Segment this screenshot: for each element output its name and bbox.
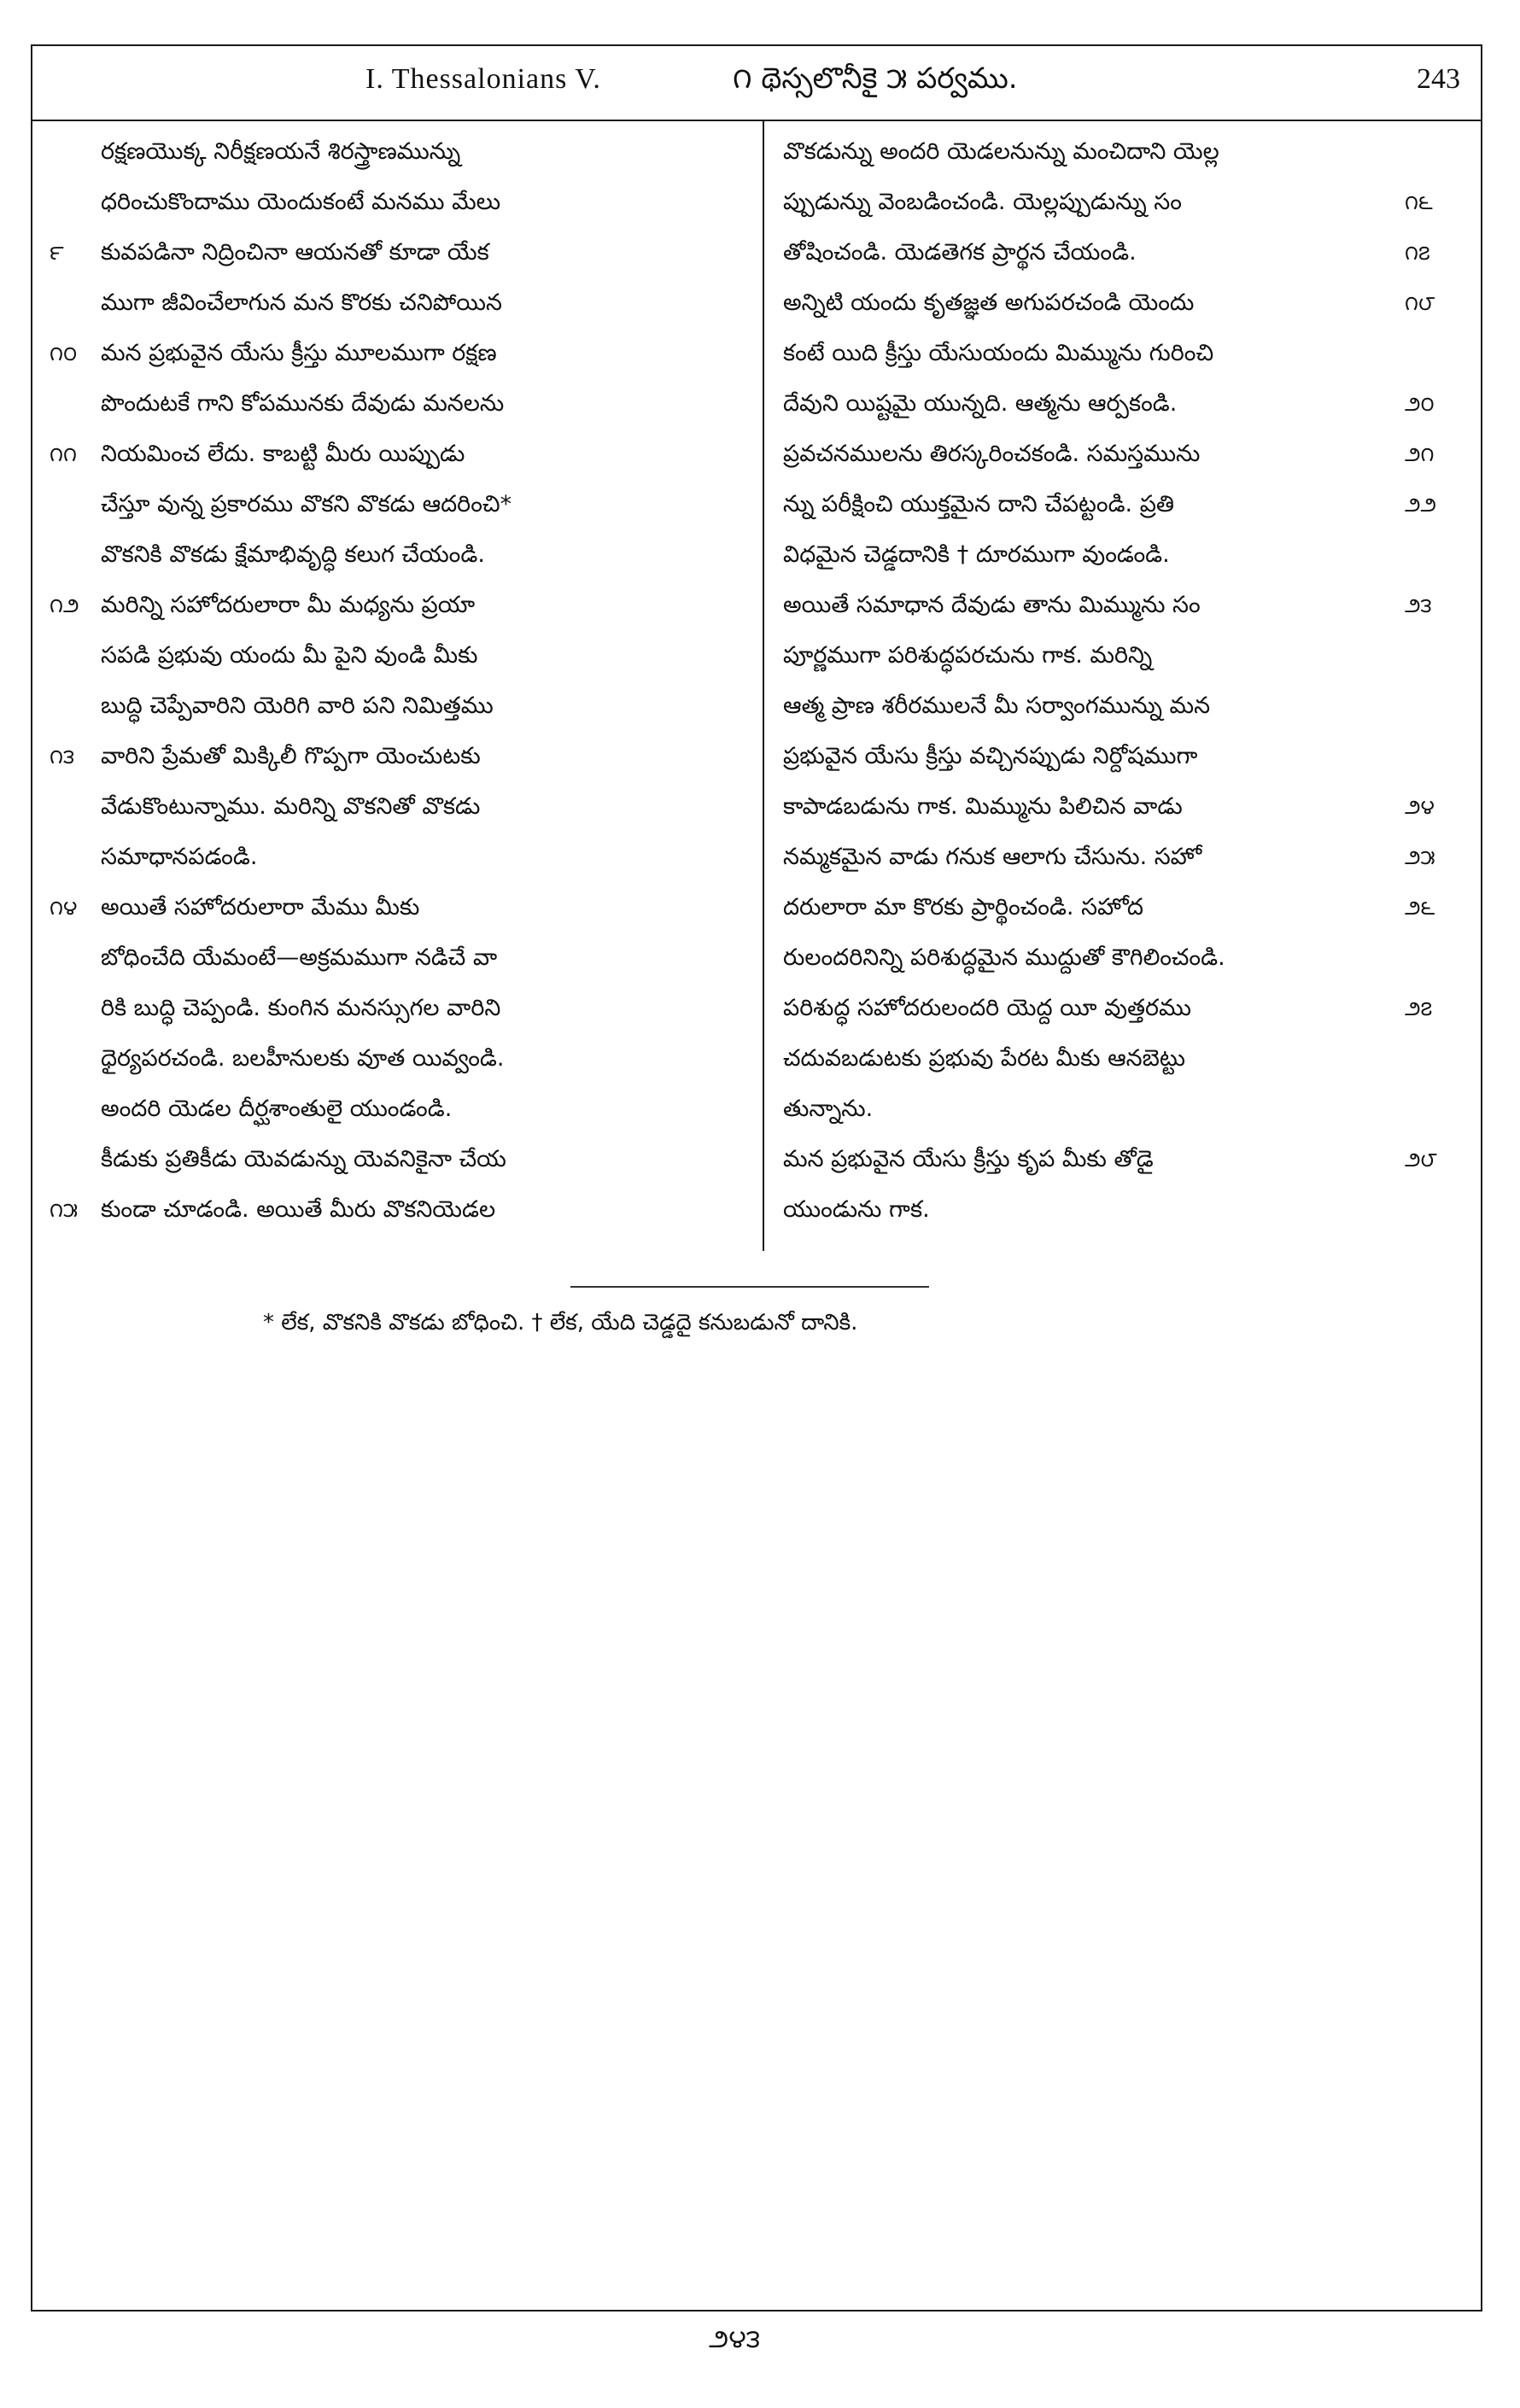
verse-number — [1405, 126, 1473, 178]
verse-number — [50, 832, 101, 883]
text-line: నియమించ లేదు. కాబట్టి మీరు యిప్పుడు — [101, 441, 465, 467]
verse-number: ౨౮ — [1405, 1148, 1437, 1172]
verse-number — [50, 126, 101, 178]
footnote-rule — [570, 1286, 929, 1288]
verse-number: ౧౧ — [50, 442, 77, 466]
verse-number: ౨౭ — [1405, 997, 1433, 1020]
text-line: కీడుకు ప్రతికీడు యెవడున్ను యెవనికైనా చేయ — [101, 1146, 506, 1172]
verse-number: ౧౦ — [50, 342, 78, 365]
text-line: వొకనికి వొకడు క్షేమాభివృద్ధి కలుగ చేయండి. — [101, 541, 485, 568]
verse-number — [50, 781, 101, 833]
right-column — [764, 120, 1484, 1251]
text-line: నమ్మకమైన వాడు గనుక ఆలాగు చేసును. సహో — [783, 844, 1202, 870]
text-line: కుండా చూడండి. అయితే మీరు వొకనియెడల — [101, 1196, 496, 1223]
text-line: విధమైన చెడ్డదానికి † దూరముగా వుండండి. — [783, 541, 1170, 568]
text-line: అయితే సహోదరులారా మేము మీకు — [101, 894, 420, 921]
text-line: సపడి ప్రభువు యందు మీ పైని వుండి మీకు — [101, 642, 478, 669]
verse-number — [50, 1134, 101, 1185]
text-line: పొందుటకే గాని కోపమునకు దేవుడు మనలను — [101, 390, 505, 417]
verse-number — [50, 1033, 101, 1084]
verse-number: ౨౬ — [1405, 896, 1435, 920]
text-line: అన్నిటి యందు కృతజ్ఞత అగుపరచండి యెందు — [783, 289, 1195, 316]
verse-number — [50, 630, 101, 681]
verse-number — [1405, 529, 1473, 581]
text-line: వేడుకొంటున్నాము. మరిన్ని వొకనితో వొకడు — [101, 793, 481, 820]
verse-number: ౧౭ — [1405, 241, 1430, 265]
text-line: చేస్తూ వున్న ప్రకారము వొకని వొకడు ఆదరించి* — [101, 491, 512, 517]
verse-number: ౨౪ — [1405, 795, 1435, 819]
text-line: న్ను పరీక్షించి యుక్తమైన దాని చేపట్టండి. ప్రతి — [783, 491, 1175, 517]
verse-number: ౧౫ — [50, 1198, 79, 1222]
verse-number — [1405, 1084, 1473, 1135]
footnotes: * లేక, వొకనికి వొకడు బోధించి. † లేక, యేది చెడ్డదై కనుబడునో దానికి. — [263, 1310, 858, 1336]
verse-number — [50, 378, 101, 430]
verse-number — [1405, 681, 1473, 732]
text-line: ధైర్యపరచండి. బలహీనులకు వూత యివ్వండి. — [101, 1045, 505, 1072]
verse-number — [50, 479, 101, 530]
verse-number — [1405, 1184, 1473, 1236]
bottom-page-number: ౨౪౩ — [709, 2324, 761, 2354]
text-line: ఆత్మ ప్రాణ శరీరములనే మీ సర్వాంగమున్ను మన — [783, 693, 1211, 719]
text-line: బుద్ధి చెప్పేవారిని యెరిగి వారి పని నిమిత్తము — [101, 693, 494, 719]
text-line: మన ప్రభువైన యేసు క్రీస్తు కృప మీకు తోడై — [783, 1146, 1154, 1172]
text-line: కంటే యిది క్రీస్తు యేసుయందు మిమ్మును గురించి — [783, 340, 1214, 366]
verse-number: ౧౪ — [50, 896, 78, 920]
verse-number — [1405, 1033, 1473, 1084]
text-line: వారిని ప్రేమతో మిక్కిలీ గొప్పగా యెంచుటకు — [101, 743, 481, 769]
verse-number: ౯ — [50, 241, 64, 265]
text-line: దేవుని యిష్టమై యున్నది. ఆత్మను ఆర్పకండి. — [783, 390, 1178, 417]
text-line: ప్రభువైన యేసు క్రీస్తు వచ్చినప్పుడు నిర్దోషముగా — [783, 743, 1198, 769]
text-line: మరిన్ని సహోదరులారా మీ మధ్యను ప్రయా — [101, 592, 476, 618]
text-line: మన ప్రభువైన యేసు క్రీస్తు మూలముగా రక్షణ — [101, 340, 497, 366]
verse-number: ౧౮ — [1405, 291, 1435, 315]
left-column — [32, 120, 763, 1251]
verse-number — [50, 1084, 101, 1135]
verse-number: ౨౫ — [1405, 845, 1435, 869]
text-line: దరులారా మా కొరకు ప్రార్థించండి. సహోద — [783, 894, 1143, 921]
text-line: సమాధానపడండి. — [101, 844, 258, 870]
text-line: అయితే సమాధాన దేవుడు తాను మిమ్మును సం — [783, 592, 1201, 618]
verse-number — [50, 529, 101, 581]
verse-number — [50, 681, 101, 732]
text-line: కాపాడబడును గాక. మిమ్మును పిలిచిన వాడు — [783, 793, 1183, 820]
verse-number: ౨౨ — [1405, 493, 1437, 517]
text-line: ప్పుడున్ను వెంబడించండి. యెల్లప్పుడున్ను సం — [783, 189, 1182, 215]
text-line: చదువబడుటకు ప్రభువు పేరట మీకు ఆనబెట్టు — [783, 1045, 1186, 1072]
text-line: పూర్ణముగా పరిశుద్ధపరచును గాక. మరిన్ని — [783, 642, 1153, 669]
verse-number — [50, 278, 101, 329]
text-line: బోధించేది యేమంటే—అక్రమముగా నడిచే వా — [101, 944, 498, 971]
verse-number: ౧౩ — [50, 745, 75, 769]
text-line: పరిశుద్ధ సహోదరులందరి యెద్ద యీ వుత్తరము — [783, 995, 1191, 1021]
verse-number — [50, 983, 101, 1034]
verse-number — [50, 177, 101, 228]
running-header — [32, 46, 1481, 121]
verse-number — [1405, 731, 1473, 782]
text-line: రులందరినిన్ని పరిశుద్ధమైన ముద్దుతో కౌగిలించండి. — [783, 944, 1225, 971]
page-frame — [31, 44, 1482, 2312]
text-line: ధరించుకొందాము యెందుకంటే మనము మేలు — [101, 189, 501, 215]
verse-number: ౨౩ — [1405, 593, 1432, 617]
page-number: 243 — [1417, 63, 1460, 95]
verse-number: ౨౦ — [1405, 392, 1435, 416]
text-line: తోషించండి. యెడతెగక ప్రార్థన చేయండి. — [783, 239, 1137, 266]
text-line: ప్రవచనములను తిరస్కరించకండి. సమస్తమును — [783, 441, 1201, 467]
text-line: రక్షణయొక్క నిరీక్షణయనే శిరస్త్రాణమున్ను — [101, 138, 461, 165]
text-line: రికి బుద్ధి చెప్పండి. కుంగిన మనస్సుగల వారిని — [101, 995, 501, 1021]
verse-number: ౧౨ — [50, 593, 79, 617]
text-line: కువపడినా నిద్రించినా ఆయనతో కూడా యేక — [101, 239, 489, 266]
verse-number: ౧౬ — [1405, 190, 1433, 214]
text-line: ముగా జీవించేలాగున మన కొరకు చనిపోయిన — [101, 289, 502, 316]
verse-number — [1405, 932, 1473, 984]
text-line: తున్నాను. — [783, 1096, 874, 1122]
text-line: అందరి యెడల దీర్ఘశాంతులై యుండండి. — [101, 1096, 453, 1122]
book-title-english: I. Thessalonians V. — [365, 63, 601, 95]
verse-number: ౨౧ — [1405, 442, 1435, 466]
verse-number — [1405, 630, 1473, 681]
verse-number — [1405, 328, 1473, 379]
text-line: వొకడున్ను అందరి యెడలనున్ను మంచిదాని యెల్ల — [783, 138, 1219, 165]
book-title-telugu: ౧ థెస్సలొనీకై ౫ పర్వము. — [733, 61, 1018, 96]
verse-number — [50, 932, 101, 984]
text-line: యుండును గాక. — [783, 1196, 930, 1223]
